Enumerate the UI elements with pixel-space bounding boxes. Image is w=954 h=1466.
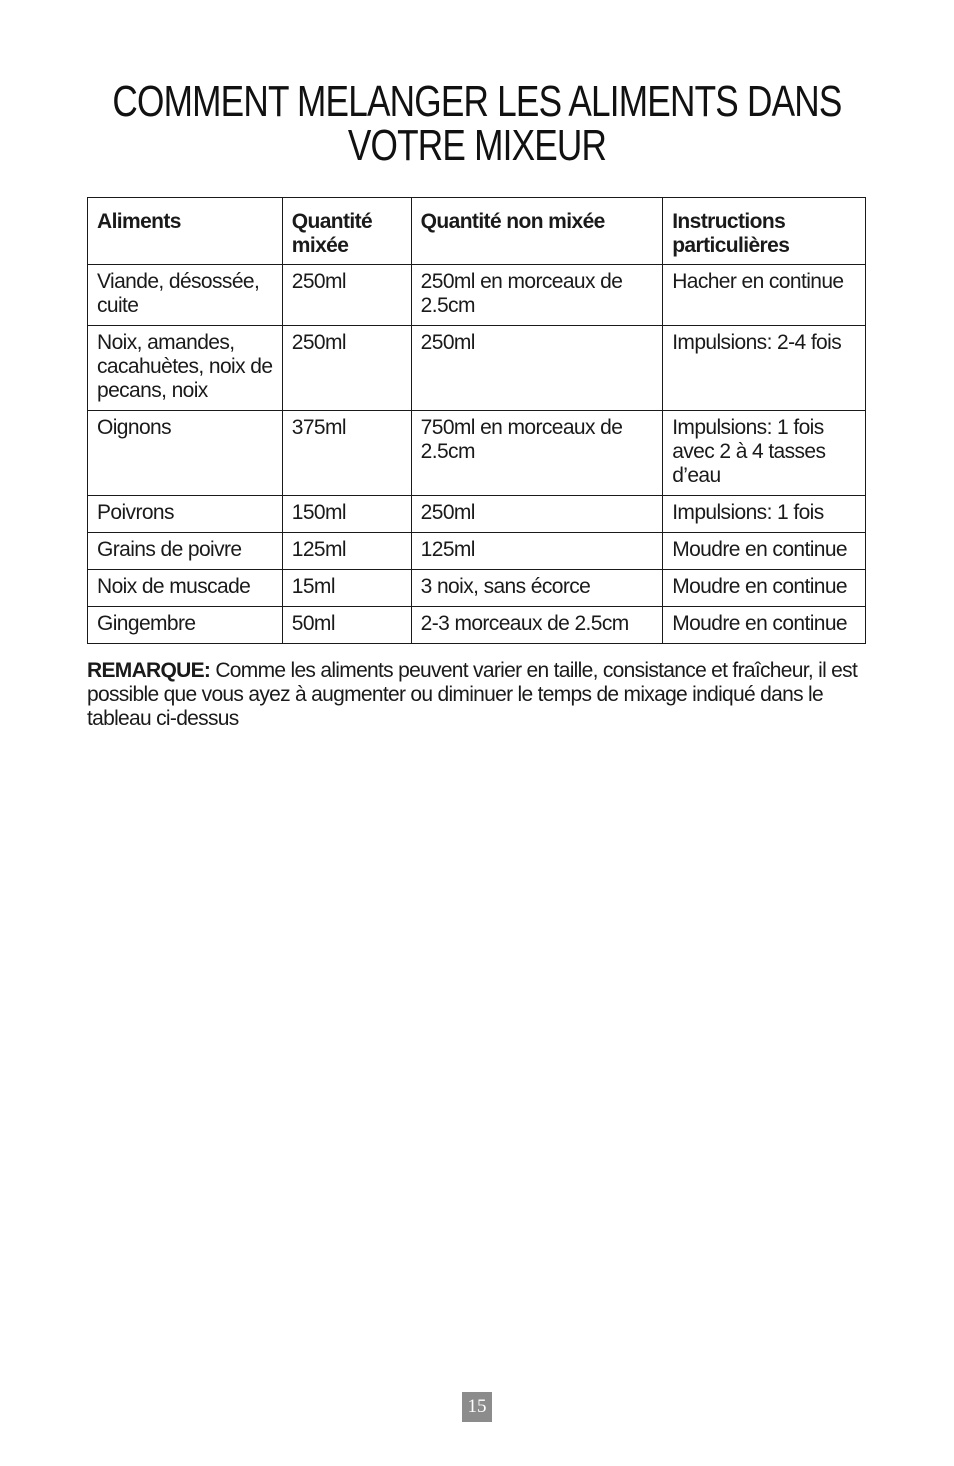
note-label: REMARQUE: (87, 659, 211, 682)
cell-quantite-mixee: 375ml (282, 411, 411, 496)
header-quantite-mixee: Quantité mixée (282, 198, 411, 265)
cell-instructions: Impulsions: 2-4 fois (663, 326, 866, 411)
header-quantite-non-mixee: Quantité non mixée (411, 198, 663, 265)
cell-instructions: Moudre en continue (663, 570, 866, 607)
blending-table (87, 197, 866, 644)
page-title (95, 77, 858, 170)
remarque-note (87, 659, 867, 731)
page-title-line-1: COMMENT MELANGER LES ALIMENTS DANS (112, 77, 842, 126)
table-row (88, 411, 866, 496)
cell-aliment: Viande, désossée, cuite (88, 265, 283, 326)
cell-quantite-mixee: 125ml (282, 533, 411, 570)
table-row (88, 570, 866, 607)
table-row (88, 326, 866, 411)
table-row (88, 533, 866, 570)
table-row (88, 607, 866, 644)
cell-quantite-non-mixee: 250ml (411, 326, 663, 411)
cell-aliment: Noix de muscade (88, 570, 283, 607)
cell-instructions: Hacher en continue (663, 265, 866, 326)
cell-quantite-non-mixee: 2-3 morceaux de 2.5cm (411, 607, 663, 644)
cell-quantite-mixee: 250ml (282, 326, 411, 411)
cell-aliment: Grains de poivre (88, 533, 283, 570)
cell-quantite-non-mixee: 3 noix, sans écorce (411, 570, 663, 607)
cell-quantite-mixee: 150ml (282, 496, 411, 533)
cell-quantite-mixee: 250ml (282, 265, 411, 326)
cell-quantite-non-mixee: 250ml en morceaux de 2.5cm (411, 265, 663, 326)
table-header-row (88, 198, 866, 265)
note-text: Comme les aliments peuvent varier en taille, consistance et fraîcheur, il est possible que vous ayez à augmenter ou diminuer le temps de mixage indiqué dans le tableau ci-dessus (87, 659, 858, 730)
table-row (88, 265, 866, 326)
page-title-line-2: VOTRE MIXEUR (347, 121, 607, 170)
cell-quantite-mixee: 50ml (282, 607, 411, 644)
header-aliments: Aliments (88, 198, 283, 265)
cell-instructions: Impulsions: 1 fois (663, 496, 866, 533)
cell-quantite-non-mixee: 750ml en morceaux de 2.5cm (411, 411, 663, 496)
cell-instructions: Moudre en continue (663, 533, 866, 570)
table-row (88, 496, 866, 533)
cell-quantite-non-mixee: 125ml (411, 533, 663, 570)
cell-instructions: Impulsions: 1 fois avec 2 à 4 tasses d’eau (663, 411, 866, 496)
cell-instructions: Moudre en continue (663, 607, 866, 644)
cell-aliment: Oignons (88, 411, 283, 496)
cell-aliment: Noix, amandes, cacahuètes, noix de pecans, noix (88, 326, 283, 411)
cell-aliment: Poivrons (88, 496, 283, 533)
cell-aliment: Gingembre (88, 607, 283, 644)
cell-quantite-mixee: 15ml (282, 570, 411, 607)
header-instructions: Instructions particulières (663, 198, 866, 265)
page-number: 15 (462, 1392, 492, 1422)
cell-quantite-non-mixee: 250ml (411, 496, 663, 533)
